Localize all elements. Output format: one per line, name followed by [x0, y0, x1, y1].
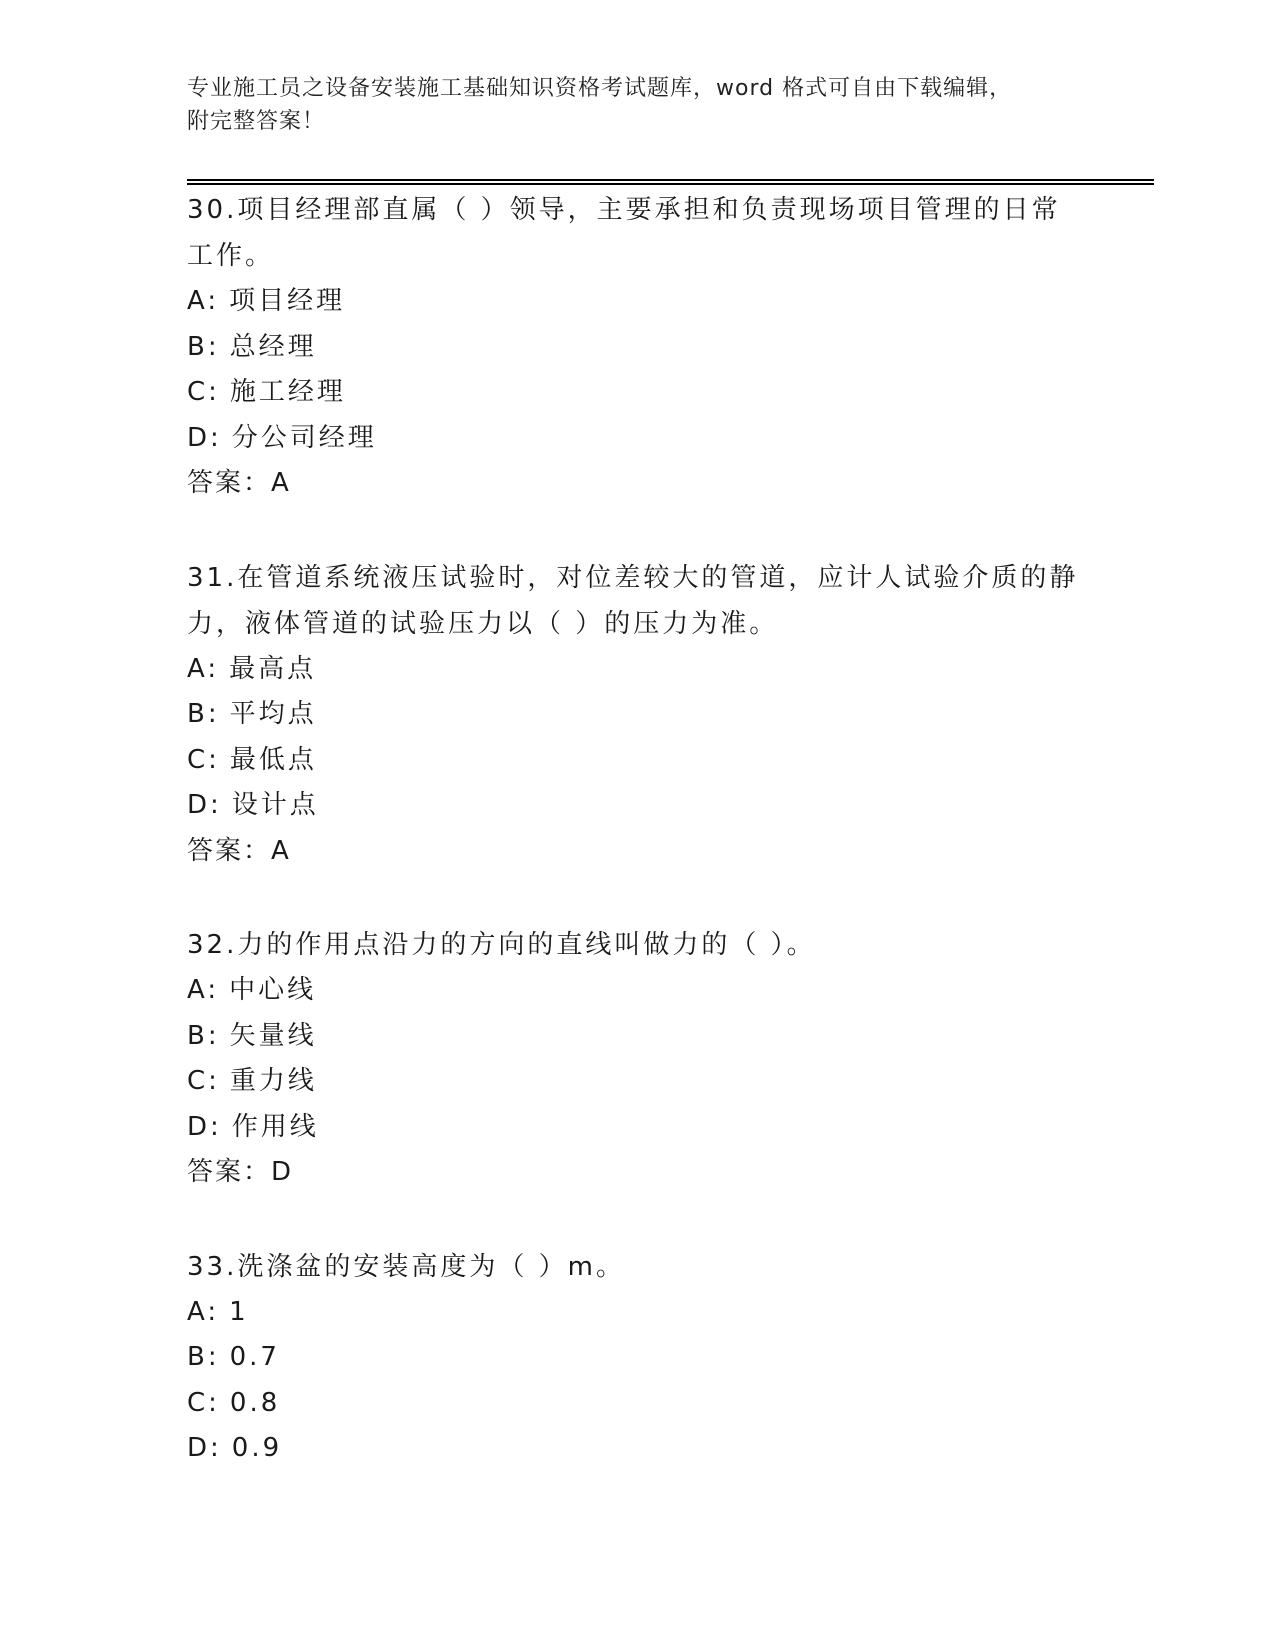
header-divider-bottom [187, 183, 1154, 185]
option-letter: C: [187, 377, 220, 407]
option-c [187, 1381, 1087, 1427]
question-list [187, 187, 1087, 1520]
option-d [187, 416, 1087, 462]
option-c [187, 738, 1087, 784]
question-33 [187, 1244, 1087, 1472]
option-text: 设计点 [231, 790, 319, 820]
question-stem [187, 187, 1087, 279]
option-letter: D: [187, 1433, 222, 1463]
option-b [187, 325, 1087, 371]
header-divider-top [187, 179, 1154, 181]
option-text: 总经理 [229, 331, 317, 362]
option-a [187, 647, 1087, 693]
option-letter: C: [187, 744, 220, 775]
option-text: 施工经理 [229, 377, 346, 407]
option-text: 平均点 [229, 699, 317, 729]
option-b [187, 1014, 1087, 1060]
header-line-1: 专业施工员之设备安装施工基础知识资格考试题库，word 格式可自由下载编辑， [187, 76, 1013, 101]
option-letter: C: [187, 1066, 220, 1096]
option-letter: D: [187, 1111, 222, 1142]
option-text: 0.7 [229, 1342, 280, 1372]
option-a [187, 968, 1087, 1014]
option-c [187, 370, 1087, 416]
question-stem [187, 1244, 1087, 1290]
option-c [187, 1059, 1087, 1105]
option-text: 作用线 [231, 1111, 319, 1142]
option-letter: A: [187, 653, 220, 684]
question-30 [187, 187, 1087, 507]
option-a [187, 279, 1087, 325]
question-stem [187, 555, 1087, 647]
option-text: 最低点 [229, 744, 317, 775]
answer-line: 答案：A [187, 468, 291, 498]
document-header [187, 72, 1067, 138]
question-stem-line-1: 30.项目经理部直属（ ）领导，主要承担和负责现场项目管理的日常 [187, 195, 1061, 225]
option-letter: D: [187, 422, 222, 453]
question-stem [187, 922, 1087, 968]
option-d [187, 1426, 1087, 1472]
question-stem-line-1: 31.在管道系统液压试验时，对位差较大的管道，应计人试验介质的静 [187, 562, 1079, 593]
header-line-2: 附完整答案！ [187, 109, 326, 134]
option-letter: B: [187, 331, 220, 362]
option-text: 最高点 [229, 653, 317, 684]
option-text: 矢量线 [229, 1020, 317, 1051]
option-letter: C: [187, 1387, 220, 1418]
option-text: 重力线 [229, 1066, 317, 1096]
option-text: 1 [229, 1296, 249, 1327]
question-32 [187, 922, 1087, 1196]
option-letter: D: [187, 790, 222, 820]
option-text: 0.8 [229, 1387, 281, 1418]
option-text: 中心线 [229, 975, 317, 1005]
answer-line: 答案：A [187, 835, 291, 866]
option-letter: A: [187, 1296, 220, 1327]
option-b [187, 1335, 1087, 1381]
option-b [187, 692, 1087, 738]
option-a [187, 1290, 1087, 1336]
option-letter: B: [187, 1020, 220, 1051]
option-text: 分公司经理 [231, 422, 377, 453]
option-text: 0.9 [231, 1433, 283, 1463]
option-d [187, 1105, 1087, 1151]
question-stem-line-2: 力，液体管道的试验压力以（ ）的压力为准。 [187, 608, 779, 639]
question-stem-line-2: 工作。 [187, 241, 275, 271]
answer-line: 答案：D [187, 1157, 294, 1187]
option-letter: B: [187, 1342, 220, 1372]
question-stem-line-1: 33.洗涤盆的安装高度为（ ）m。 [187, 1251, 625, 1282]
option-d [187, 783, 1087, 829]
option-letter: A: [187, 975, 220, 1005]
option-letter: A: [187, 286, 220, 316]
question-stem-line-1: 32.力的作用点沿力的方向的直线叫做力的（ ）。 [187, 930, 816, 960]
option-letter: B: [187, 699, 220, 729]
question-31 [187, 555, 1087, 875]
option-text: 项目经理 [229, 286, 346, 316]
